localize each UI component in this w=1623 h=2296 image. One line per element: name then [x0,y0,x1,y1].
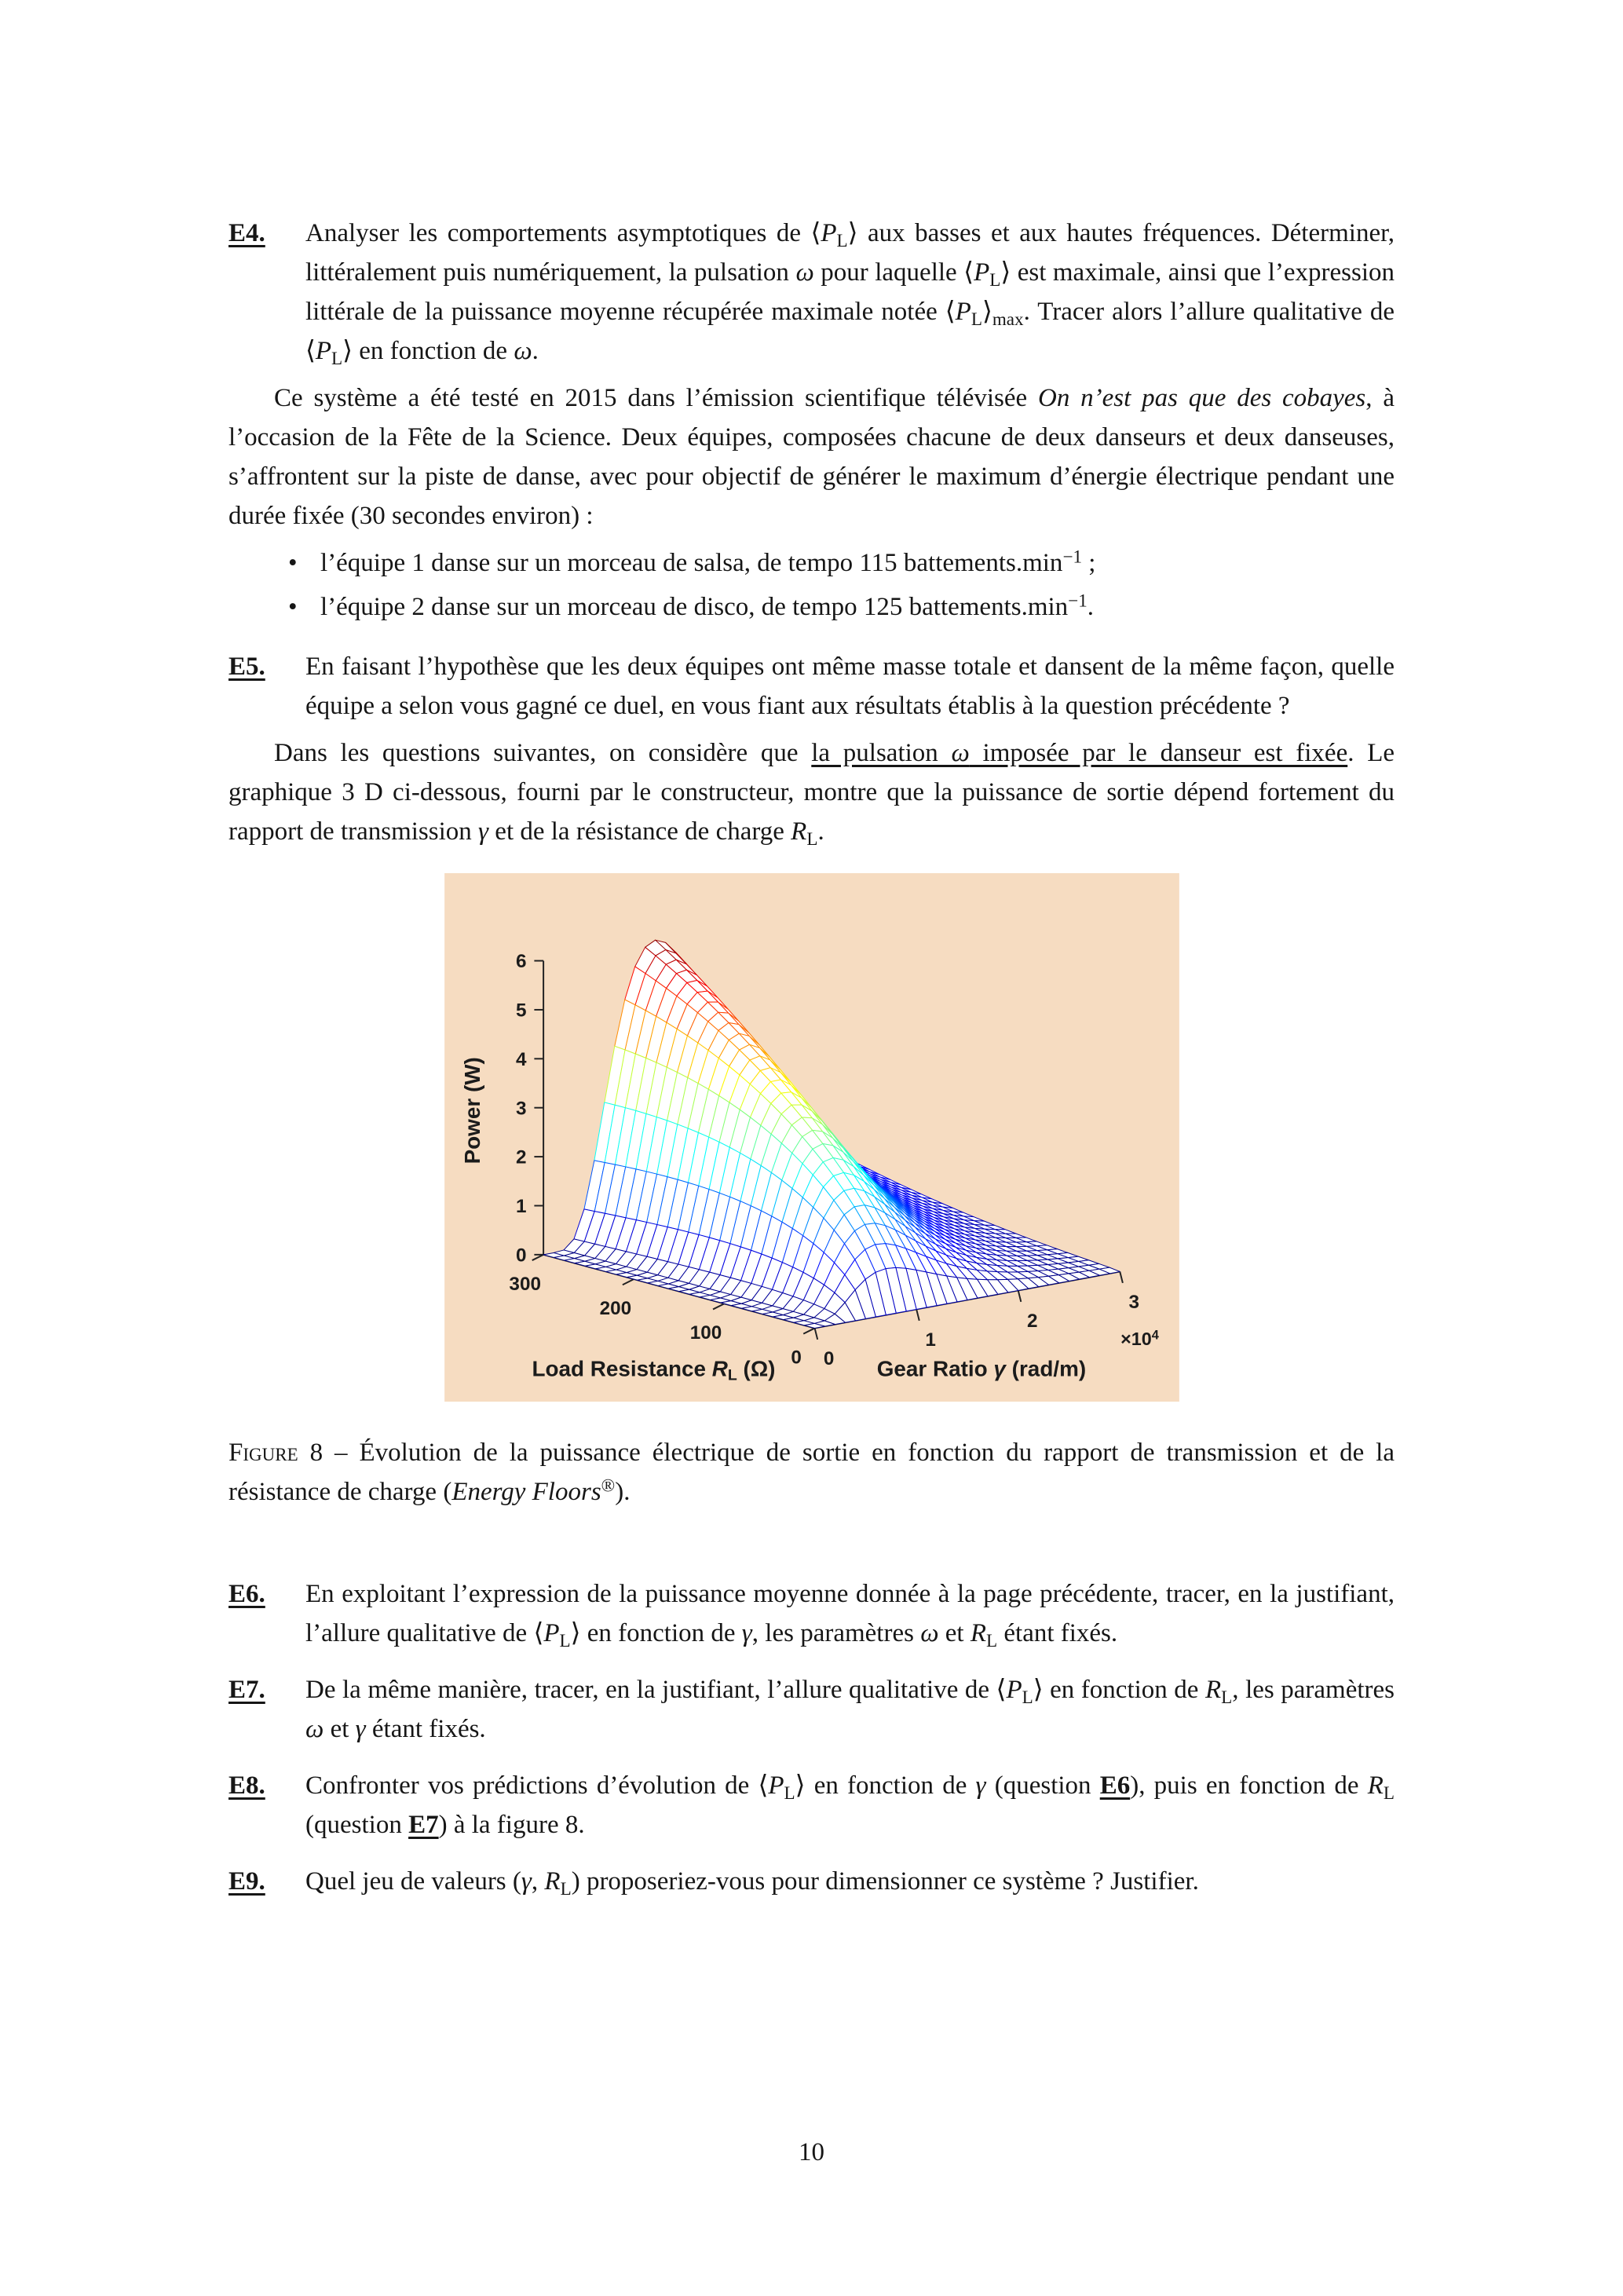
figure-caption: Figure 8 – Évolution de la puissance électrique de sortie en fonction du rapport de transmission et de la résistance de charge (Energy Floors®). [228,1439,1395,1506]
z-tick-label: 0 [515,1245,527,1267]
y-axis-label: Load Resistance RL (Ω) [531,1356,775,1384]
question-e5-text: En faisant l’hypothèse que les deux équipes ont même masse totale et dansent de la même façon, quelle équipe a selon vous gagné ce duel, en vous fiant aux résultats établis à la question précédente ? [305,653,1395,720]
question-e4 [228,214,1395,371]
question-e8-text: Confronter vos prédictions d’évolution de $⟨P_L⟩$ en fonction de γ (question E6), puis en fonction de $R_L$ (question E7) à la figure 8. [305,1771,1395,1839]
bullet-marker: • [288,593,298,621]
surface-chart [444,873,1179,1402]
list-item-team2-text: l’équipe 2 danse sur un morceau de disco, de tempo 125 $battements.\min^{-1}$. [320,590,1094,621]
question-e9-label: E9. [228,1867,265,1896]
y-tick-label: 200 [599,1298,631,1320]
x-axis-label: Gear Ratio γ (rad/m) [876,1356,1086,1381]
x-tick-label: 1 [924,1329,936,1351]
y-tick-label: 300 [508,1273,541,1295]
z-tick-label: 6 [515,951,527,973]
question-e6 [228,1574,1395,1653]
question-e4-text: Analyser les comportements asymptotiques de $⟨P_L⟩$ aux basses et aux hautes fréquences. Déterminer, littéralement puis numériquement, la pulsation ω pour laquelle $⟨P_L⟩$ est maximale, ainsi que l’expression littérale de la puissance moyenne récupérée maximale notée $⟨P_L⟩_{max}$. Tracer alors l’allure qualitative de $⟨P_L⟩$ en fonction de ω. [305,219,1395,368]
question-e5-label: E5. [228,653,265,681]
bullet-list [228,543,1395,627]
question-e9-text: Quel jeu de valeurs (γ, $R_L$) proposeriez-vous pour dimensionner ce système ? Justifier. [305,1867,1199,1899]
paragraph-pulsation-fixee: Dans les questions suivantes, on considère que la pulsation ω imposée par le danseur est fixée. Le graphique 3 D ci-dessous, fourni par le constructeur, montre que la puissance de sortie dépend fortement du rapport de transmission γ et de la résistance de charge $R_L$. [228,739,1395,849]
question-e9 [228,1862,1395,1901]
y-tick-label: 0 [790,1347,802,1369]
content-column [228,214,1395,1901]
y-tick-label: 100 [689,1322,722,1344]
question-e7-text: De la même manière, tracer, en la justifiant, l’allure qualitative de $⟨P_L⟩$ en fonction de $R_L$, les paramètres ω et γ étant fixés. [305,1676,1395,1743]
question-e8-label: E8. [228,1771,265,1800]
question-e8 [228,1766,1395,1844]
x-tick-label: 0 [823,1348,834,1370]
question-e5 [228,647,1395,726]
z-tick-label: 4 [515,1048,527,1070]
x-tick-label: 3 [1128,1292,1139,1314]
paragraph-intro: Ce système a été testé en 2015 dans l’émission scientifique télévisée On n’est pas que des cobayes, à l’occasion de la Fête de la Science. Deux équipes, composées chacune de deux danseurs et deux danseuses, s’affrontent sur la piste de danse, avec pour objectif de générer le maximum d’énergie électrique pendant une durée fixée (30 secondes environ) : [228,384,1395,530]
question-e4-label: E4. [228,219,265,247]
z-tick-label: 2 [515,1146,527,1168]
question-e7-label: E7. [228,1676,265,1704]
x-scale-label: $\times 10^4$ [1120,1328,1159,1350]
z-tick-label: 1 [515,1196,527,1218]
list-item-team2 [228,587,1395,627]
question-e6-label: E6. [228,1580,265,1608]
z-axis-label: Power (W) [459,1057,484,1164]
x-tick-label: 2 [1026,1311,1037,1333]
bullet-marker: • [288,549,298,577]
figure-8 [444,873,1179,1402]
z-tick-label: 5 [515,1000,527,1022]
question-e7 [228,1670,1395,1749]
page-number: 10 [799,2138,824,2166]
z-tick-label: 3 [515,1098,527,1120]
list-item-team1 [228,543,1395,583]
list-item-team1-text: l’équipe 1 danse sur un morceau de salsa, de tempo 115 $battements.\min^{-1}$ ; [320,546,1096,577]
question-e6-text: En exploitant l’expression de la puissance moyenne donnée à la page précédente, tracer, en la justifiant, l’allure qualitative de $⟨P_L⟩$ en fonction de γ, les paramètres ω et $R_L$ étant fixés. [305,1580,1395,1651]
